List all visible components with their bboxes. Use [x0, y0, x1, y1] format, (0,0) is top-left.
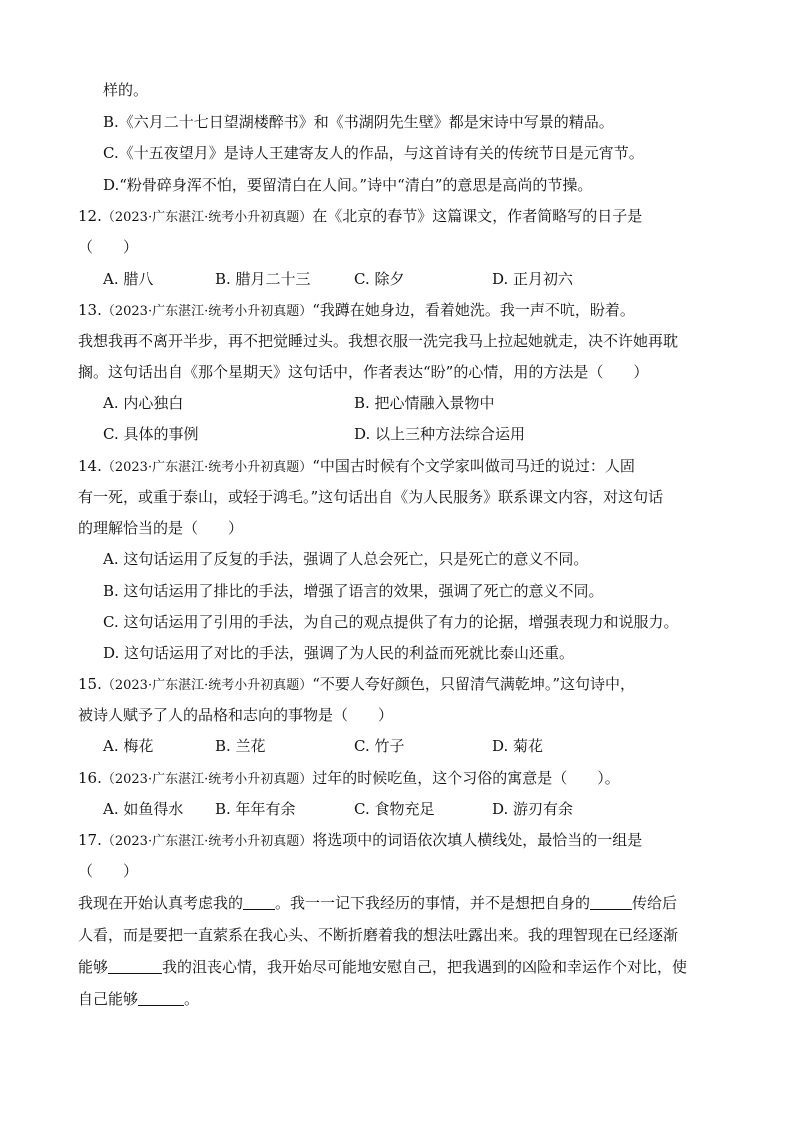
q17-passage-line-2: 人看，而是要把一直萦系在我心头、不断折磨着我的想法吐露出来。我的理智现在已经逐渐 — [78, 926, 679, 944]
q17-passage-line-1 — [78, 892, 677, 914]
question-number: 12. — [78, 207, 102, 225]
question-stem: 过年的时候吃鱼，这个习俗的寓意是（ ）。 — [312, 769, 620, 787]
question-stem: 将选项中的词语依次填人横线处，最恰当的一组是 — [312, 831, 643, 849]
q16-option-b: B. 年年有余 — [215, 800, 296, 818]
question-source: （2023·广东湛江·统考小升初真题） — [101, 772, 313, 787]
q14-option-c: C. 这句话运用了引用的手法，为自己的观点提供了有力的论据，增强表现力和说服力。 — [103, 613, 679, 631]
fill-blank-3 — [108, 957, 162, 974]
q14-stem-line-2: 有一死，或重于泰山，或轻于鸿毛。”这句话出自《为人民服务》联系课文内容，对这句话 — [78, 488, 664, 506]
q14-option-a: A. 这句话运用了反复的手法，强调了人总会死亡，只是死亡的意义不同。 — [103, 550, 589, 568]
question-source: （2023·广东湛江·统考小升初真题） — [101, 834, 313, 849]
answer-paren: （ ） — [78, 862, 139, 880]
fill-blank-1 — [243, 893, 275, 910]
question-source: （2023·广东湛江·统考小升初真题） — [101, 304, 313, 319]
q15-option-c: C. 竹子 — [354, 737, 405, 755]
q11-continuation: 样的。 — [103, 81, 149, 99]
passage-text: 能够 — [78, 958, 109, 976]
q13-stem-line-3: 搁。这句话出自《那个星期天》这句话中，作者表达“盼”的心情，用的方法是（ ） — [78, 363, 649, 381]
passage-text: 我的沮丧心情，我开始尽可能地安慰自己，把我遇到的凶险和幸运作个对比，使 — [162, 958, 688, 976]
q13-stem-line-2: 我想我再不离开半步，再不把觉睡过头。我想衣服一洗完我马上拉起她就走，决不许她再耽 — [78, 332, 679, 350]
q11-option-d: D.“粉骨碎身浑不怕，要留清白在人间。”诗中“清白”的意思是高尚的节操。 — [103, 176, 593, 194]
answer-paren: （ ） — [78, 238, 139, 256]
q13-option-a: A. 内心独白 — [103, 394, 184, 412]
question-source: （2023·广东湛江·统考小升初真题） — [101, 460, 313, 475]
question-stem: 在《北京的春节》这篇课文，作者简略写的日子是 — [312, 207, 643, 225]
q15-stem-line-2: 被诗人赋予了人的品格和志向的事物是（ ） — [78, 706, 394, 724]
q17-stem-line — [78, 829, 642, 853]
question-source: （2023·广东湛江·统考小升初真题） — [101, 678, 313, 693]
question-number: 16. — [78, 769, 102, 787]
q12-option-b: B. 腊月二十三 — [215, 270, 311, 288]
q12-option-d: D. 正月初六 — [492, 270, 574, 288]
passage-text: 。 — [184, 990, 200, 1008]
q13-option-d: D. 以上三种方法综合运用 — [354, 425, 526, 443]
question-source: （2023·广东湛江·统考小升初真题） — [101, 210, 313, 225]
question-stem: “我蹲在她身边，看着她洗。我一声不吭，盼着。 — [312, 301, 635, 319]
q14-option-d: D. 这句话运用了对比的手法，强调了为人民的利益而死就比泰山还重。 — [103, 644, 575, 662]
q16-option-d: D. 游刃有余 — [492, 800, 574, 818]
question-number: 17. — [78, 831, 102, 849]
q12-option-c: C. 除夕 — [354, 270, 405, 288]
q14-stem-line — [78, 455, 635, 479]
q14-stem-line-3: 的理解恰当的是（ ） — [78, 519, 244, 537]
q13-option-c: C. 具体的事例 — [103, 425, 199, 443]
question-stem: “中国古时候有个文学家叫做司马迁的说过：人固 — [312, 457, 635, 475]
fill-blank-4 — [138, 989, 184, 1006]
passage-text: 我现在开始认真考虑我的 — [78, 894, 244, 912]
q17-passage-line-4 — [78, 988, 199, 1010]
passage-text: 自己能够 — [78, 990, 139, 1008]
q15-option-d: D. 菊花 — [492, 737, 544, 755]
q16-stem-line — [78, 767, 620, 791]
q11-option-c: C.《十五夜望月》是诗人王建寄友人的作品，与这首诗有关的传统节日是元宵节。 — [103, 144, 644, 162]
q15-option-a: A. 梅花 — [103, 737, 154, 755]
q15-stem-line — [78, 673, 635, 697]
q16-option-a: A. 如鱼得水 — [103, 800, 184, 818]
q12-option-a: A. 腊八 — [103, 270, 154, 288]
question-stem: “不要人夸好颜色，只留清气满乾坤。”这句诗中， — [312, 675, 636, 693]
fill-blank-2 — [590, 893, 632, 910]
q17-passage-line-3 — [78, 956, 687, 978]
q14-option-b: B. 这句话运用了排比的手法，增强了语言的效果，强调了死亡的意义不同。 — [103, 582, 604, 600]
passage-text: 。我一一记下我经历的事情，并不是想把自身的 — [275, 894, 591, 912]
q12-stem-line — [78, 205, 642, 229]
q13-stem-line — [78, 299, 635, 323]
q15-option-b: B. 兰花 — [215, 737, 266, 755]
passage-text: 传给后 — [632, 894, 678, 912]
question-number: 14. — [78, 457, 102, 475]
question-number: 15. — [78, 675, 102, 693]
question-number: 13. — [78, 301, 102, 319]
q11-option-b: B.《六月二十七日望湖楼醉书》和《书湖阴先生壁》都是宋诗中写景的精品。 — [103, 113, 614, 131]
q13-option-b: B. 把心情融入景物中 — [354, 394, 495, 412]
q16-option-c: C. 食物充足 — [354, 800, 435, 818]
